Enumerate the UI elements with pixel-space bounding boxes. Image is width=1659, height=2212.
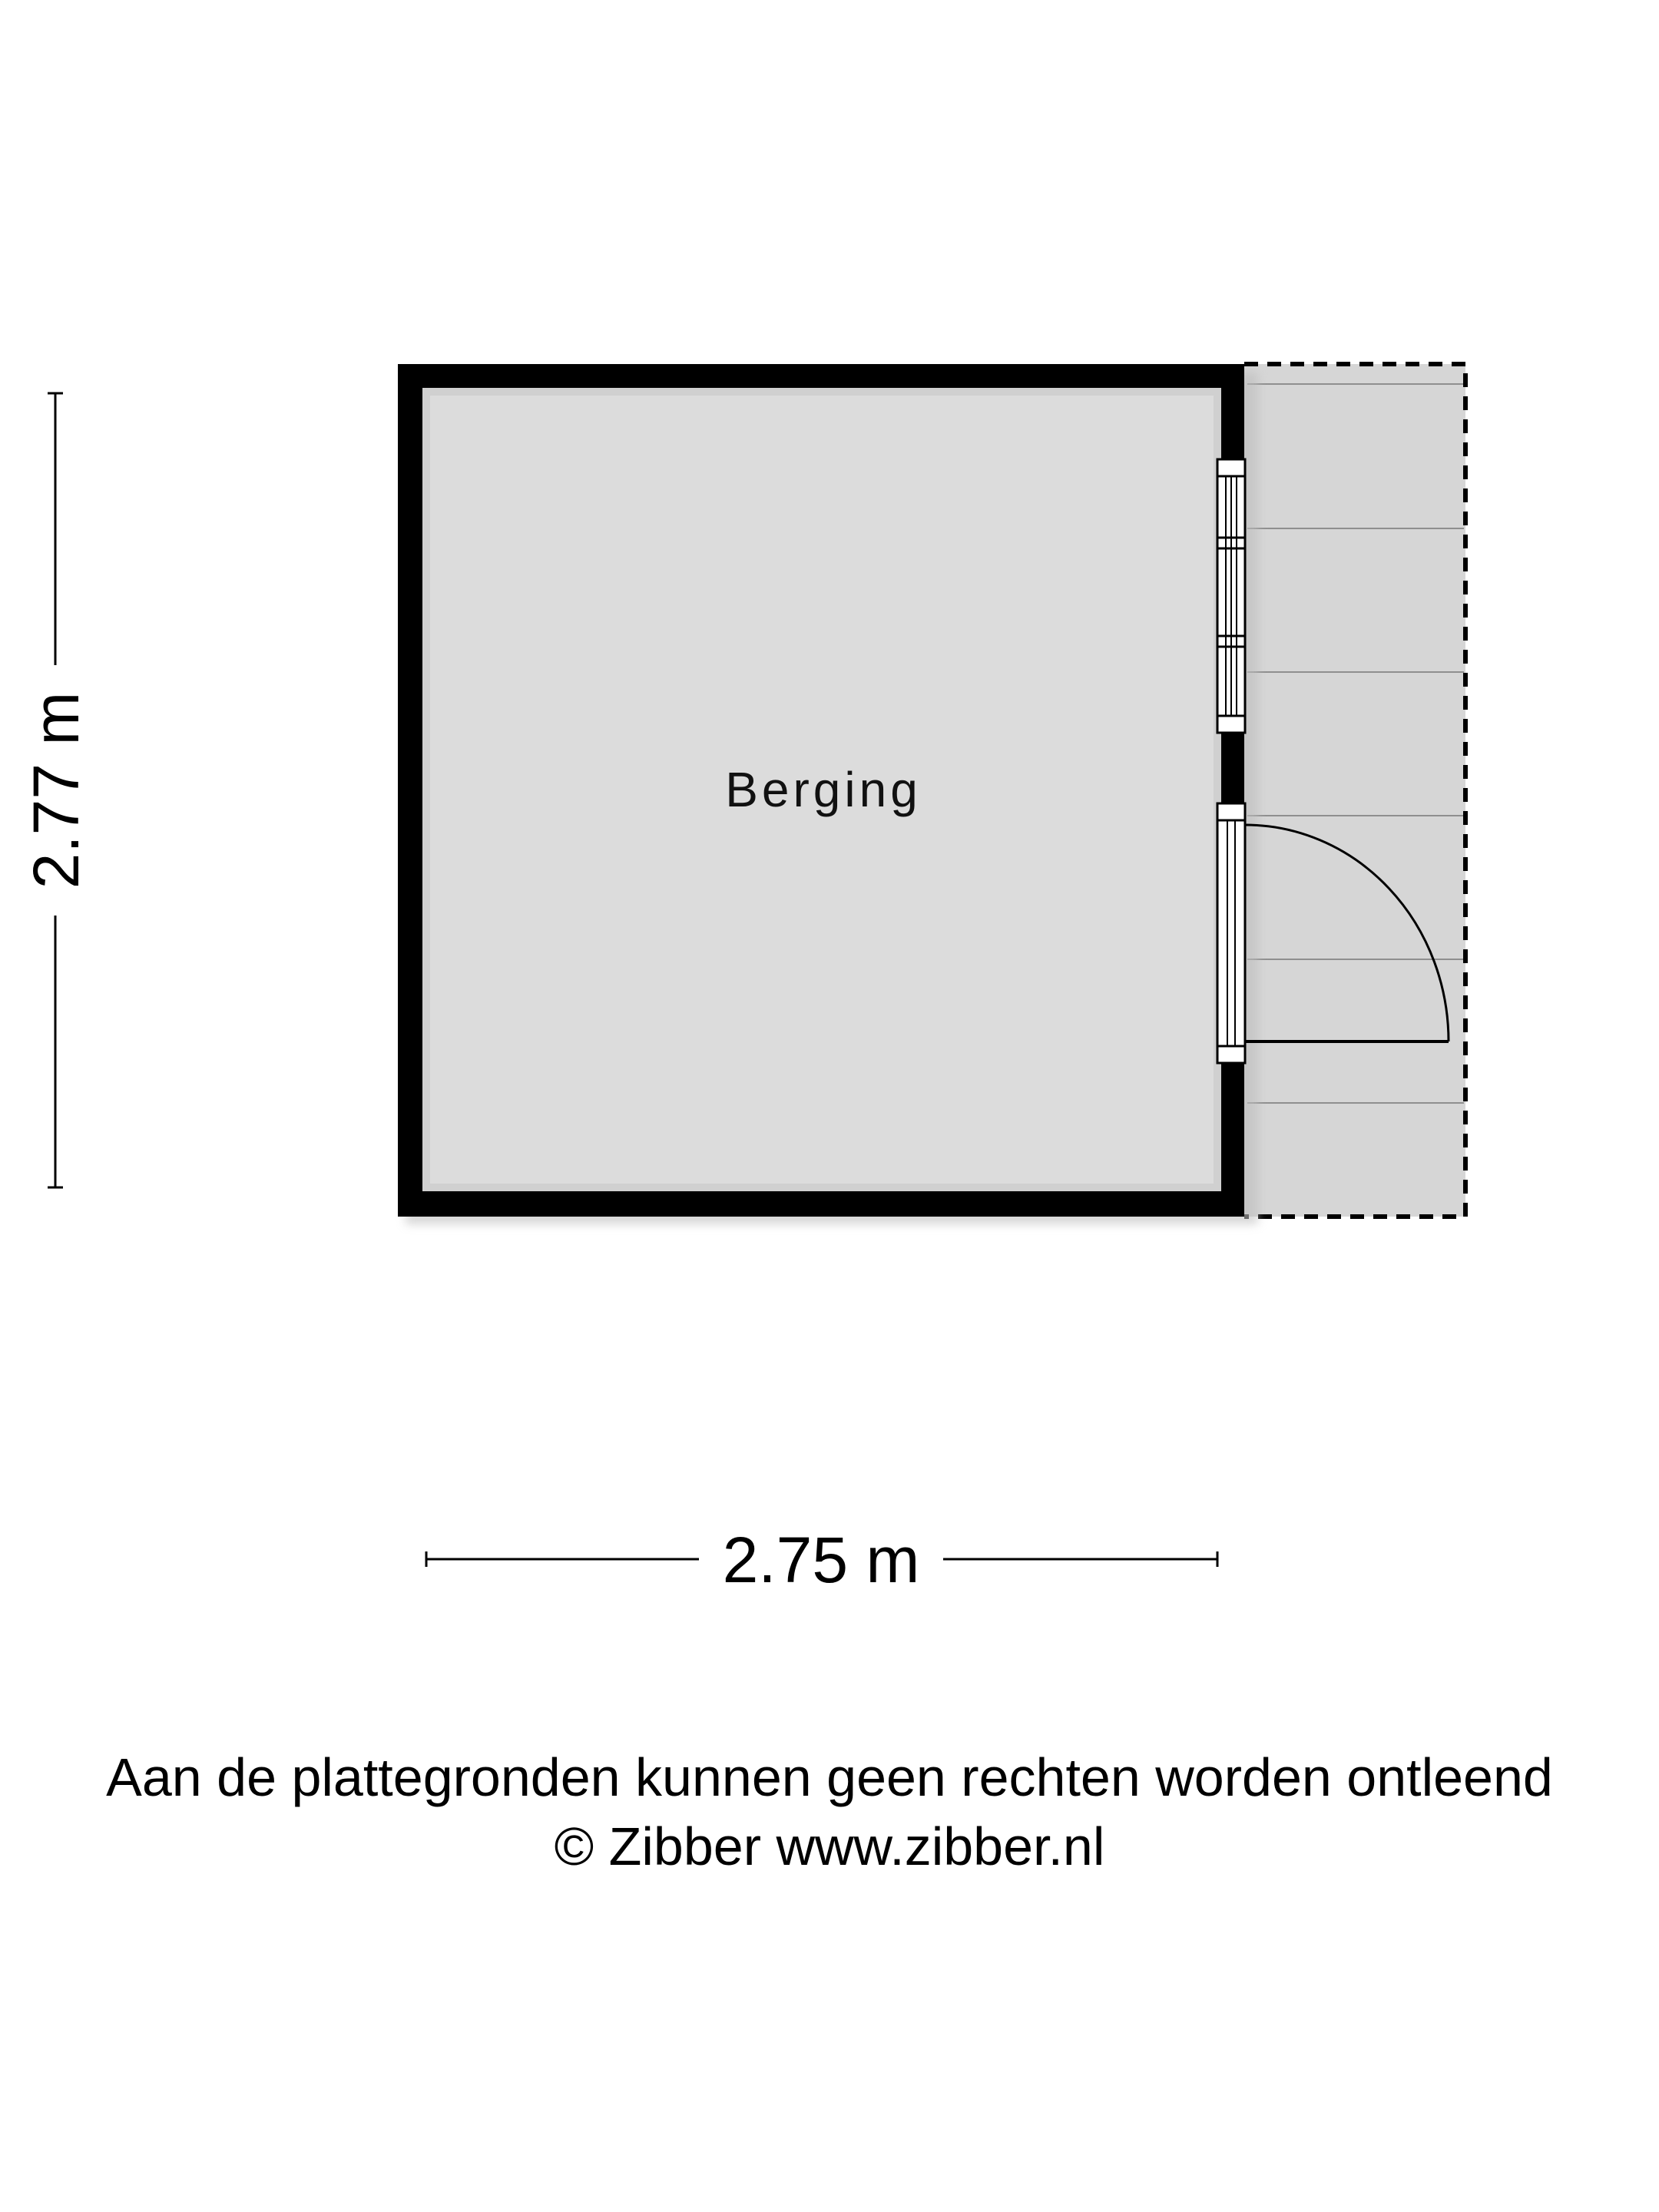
window <box>1217 459 1245 733</box>
height-dimension <box>20 393 92 1187</box>
copyright-text: © Zibber www.zibber.nl <box>554 1816 1105 1876</box>
width-dimension-label: 2.75 m <box>722 1524 920 1596</box>
disclaimer-text: Aan de plattegronden kunnen geen rechten worden ontleend <box>106 1747 1553 1807</box>
outside-area <box>1244 364 1465 1217</box>
room-label: Berging <box>725 762 922 817</box>
width-dimension <box>426 1524 1217 1596</box>
height-dimension-label: 2.77 m <box>20 691 92 889</box>
